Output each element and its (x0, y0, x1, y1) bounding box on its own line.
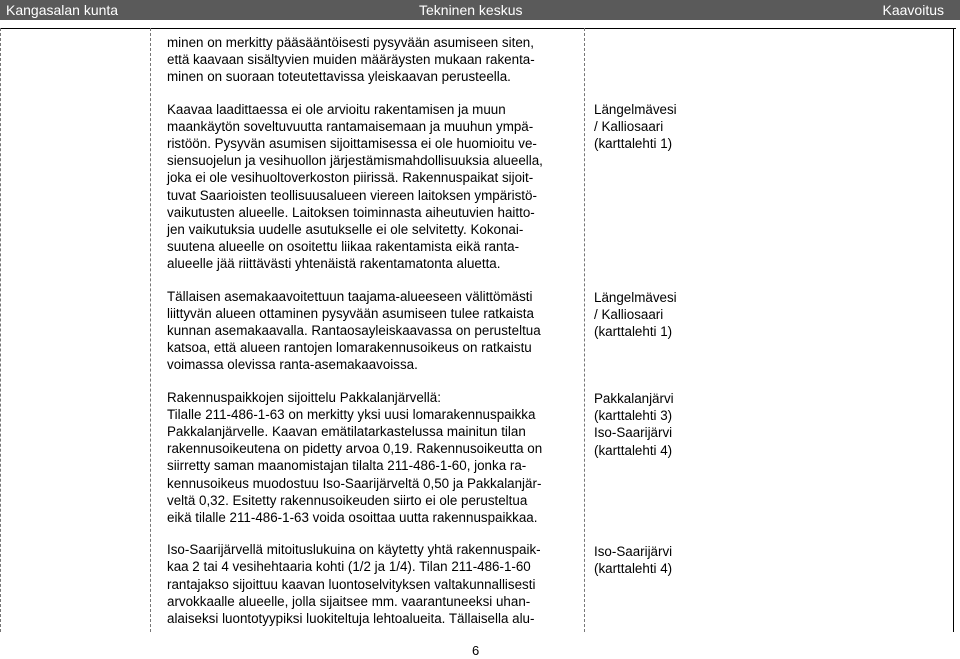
reference-2: Längelmävesi / Kalliosaari (karttalehti 1) (594, 290, 677, 340)
paragraph-2: Kaavaa laadittaessa ei ole arvioitu rakentamisen ja muun maankäytön soveltuvuutta rantamaisemaan ja muuhun ympä- ristöön. Pysyvän asumisen sijoittamisessa ei ole huomioitu ve- siensuojelun ja vesihuollon järjestämismahdollisuuksia alueella, joka ei ole vesihuoltoverkoston piirissä. Rakennuspaikat sijoit- tuvat Saarioisten teollisuusalueen viereen laitoksen ympäristö- vaikutusten alueelle. Laitoksen toiminnasta aiheutuvien haitto- jen vaikutuksia uudelle asutukselle ei ole selvitetty. Kokonai- suutena alueelle on osoitettu liikaa rakentamista eikä ranta- alueelle jää riittävästi yhtenäistä rakentamatonta aluetta. (167, 101, 543, 272)
table-border-left (0, 28, 1, 632)
page-header (0, 0, 960, 20)
header-department: Tekninen keskus (419, 2, 523, 18)
paragraph-3: Tällaisen asemakaavoitettuun taajama-alueeseen välittömästi liittyvän alueen ottaminen pysyvään asumiseen tulee ratkaista kunnan asemakaavalla. Rantaosayleiskaavassa on perusteltua katsoa, että alueen rantojen lomarakennusoikeus on ratkaistu voimassa olevissa ranta-asemakaavoissa. (167, 288, 541, 373)
reference-1: Längelmävesi / Kalliosaari (karttalehti 1) (594, 102, 677, 152)
table-border-right (953, 28, 954, 632)
paragraph-4: Rakennuspaikkojen sijoittelu Pakkalanjärvellä: Tilalle 211-486-1-63 on merkitty yksi uusi lomarakennuspaikka Pakkalanjärvelle. Kaavan emätilatarkastelussa mainitun tilan rakennusoikeutena on pidetty arvoa 0,19. Rakennusoikeutta on siirretty saman maanomistajan tilalta 211-486-1-60, jonka ra- kennusoikeus muodostuu Iso-Saarijärveltä 0,50 ja Pakkalanjär- veltä 0,32. Esitetty rakennusoikeuden siirto ei ole perusteltua eikä tilalle 211-486-1-63 voida osoittaa uutta rakennuspaikkaa. (167, 389, 543, 526)
header-municipality: Kangasalan kunta (6, 2, 119, 18)
paragraph-1: minen on merkitty pääsääntöisesti pysyvään asumiseen siten, että kaavaan sisältyvien muiden määräysten mukaan rakenta- minen on suoraan toteutettavissa yleiskaavan perusteella. (167, 35, 535, 85)
page-number: 6 (472, 643, 480, 658)
main-text-column (167, 34, 583, 642)
table-divider-1 (150, 28, 151, 632)
reference-3: Pakkalanjärvi (karttalehti 3) Iso-Saarijärvi (karttalehti 4) (594, 391, 674, 458)
paragraph-5: Iso-Saarijärvellä mitoituslukuina on käytetty yhtä rakennuspaik- kaa 2 tai 4 vesihehtaaria kohti (1/2 ja 1/4). Tilan 211-486-1-60 rantajakso sijoittuu kaavan luontoselvityksen valtakunnallisesti arvokkaalle alueelle, jolla sijaitsee mm. vaarantuneeksi uhan- alaiseksi luontotyypiksi luokiteltuja lehtoalueita. Tällaisella alu- (167, 542, 541, 627)
header-section: Kaavoitus (882, 2, 944, 18)
reference-4: Iso-Saarijärvi (karttalehti 4) (594, 544, 673, 577)
table-divider-2 (584, 28, 585, 632)
